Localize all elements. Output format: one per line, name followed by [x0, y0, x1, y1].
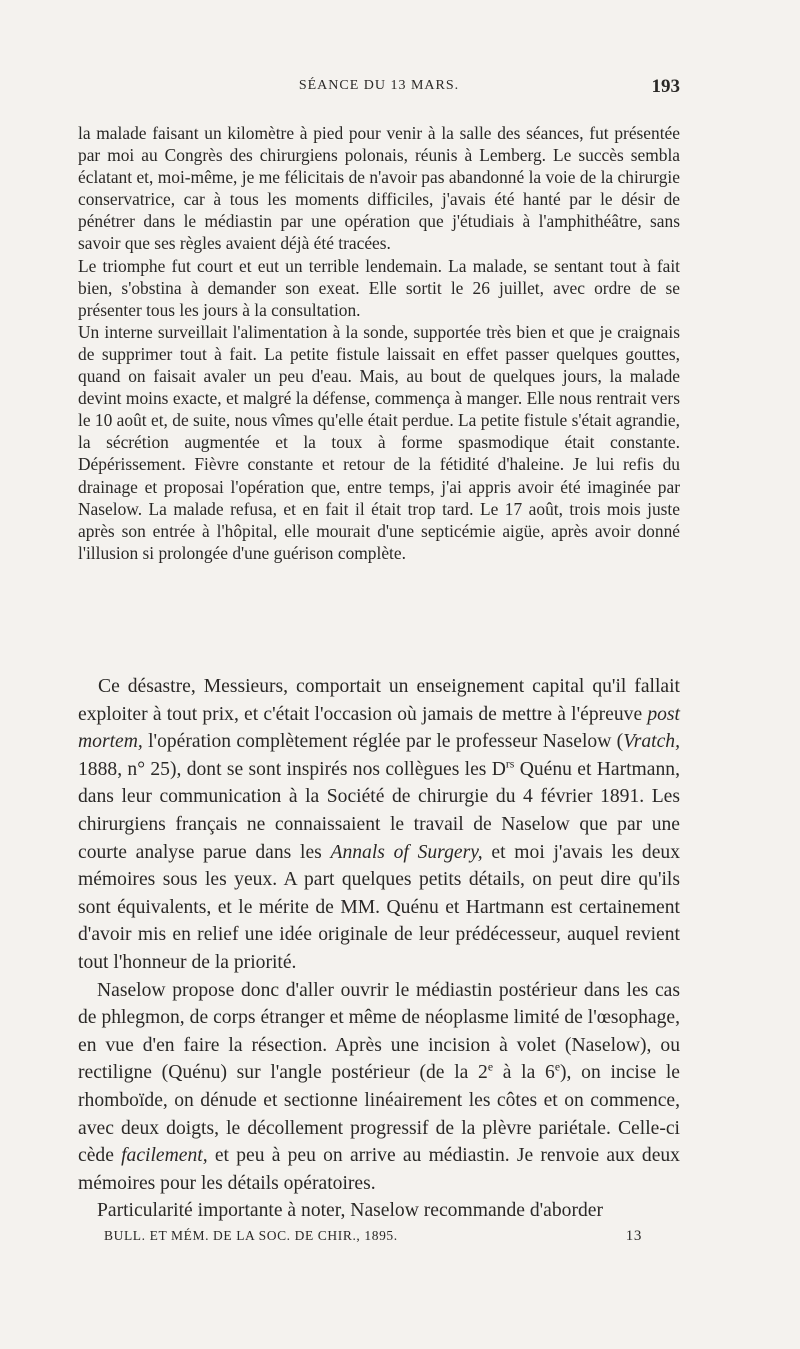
- paragraph: Le triomphe fut court et eut un terrible lendemain. La malade, se sentant tout à fait bien, s'obstina à demander son exeat. Elle sortit le 26 juillet, avec ordre de se présenter tous les jours à la consultation.: [78, 255, 680, 320]
- text-run: et moi j'avais les deux mémoires sous les yeux. A part quelques petits détails, on peut dire qu'ils sont équivalents, et le mérite de MM. Quénu et Hartmann est certainement d'avoir mis en relief une idée originale de leur prédécesseur, auquel revient tout l'honneur de la priorité.: [78, 841, 681, 973]
- signature-mark: 13: [625, 1228, 642, 1244]
- page-header: [78, 76, 680, 98]
- text-run: Ce désastre, Messieurs, comportait un enseignement capital qu'il fallait exploiter à tout prix, et c'était l'occasion où jamais de mettre à l'épreuve: [78, 676, 680, 725]
- superscript: e: [554, 1060, 561, 1074]
- italic-text: Vratch,: [623, 731, 680, 753]
- running-title: SÉANCE DU 13 MARS.: [298, 78, 460, 93]
- text-run: 1888, n° 25), dont se sont inspirés nos collègues les D: [78, 758, 506, 780]
- italic-text: facilement,: [121, 1145, 208, 1167]
- paragraph: la malade faisant un kilomètre à pied pour venir à la salle des séances, fut présentée par moi au Congrès des chirurgiens polonais, réunis à Lemberg. Le succès sembla éclatant et, moi-même, je me félicitais de n'avoir pas abandonné la voie de la chirurgie conservatrice, car à tous les moments difficiles, j'avais été hanté par le désir de pénétrer dans le médiastin par une opération que j'étudiais à l'amphithéâtre, sans savoir que ses règles avaient déjà été tracées.: [78, 123, 680, 254]
- text-run: Naselow propose donc d'aller ouvrir le médiastin postérieur dans les cas de phlegmon, de corps étranger et même de néoplasme limité de l'œsophage, en vue d'en faire la résection. Après une incision à volet (Naselow), ou rectiligne (Quénu) sur l'angle postérieur (de la 2: [78, 979, 680, 1084]
- text-run: Quénu et Hartmann, dans leur communication à la Société de chirurgie du 4 février 1891. Les chirurgiens français ne connaissaient le travail de Naselow que par une courte analyse parue dans les: [78, 758, 680, 863]
- text-run: ), on incise le rhomboïde, on dénude et sectionne linéairement les côtes et on commence, avec deux doigts, le décollement progressif de la plèvre pariétale. Celle-ci cède: [78, 1062, 680, 1167]
- paragraph: Un interne surveillait l'alimentation à la sonde, supportée très bien et que je craignais de supprimer tout à fait. La petite fistule laissait en effet passer quelques gouttes, quand on faisait avaler un peu d'eau. Mais, au bout de quelques jours, la malade devint moins exacte, et malgré la défense, commença à manger. Elle nous rentrait vers le 10 août et, de suite, nous vîmes qu'elle était perdue. La petite fistule s'était agrandie, la sécrétion augmentée et la toux à forme spasmodique était constante. Dépérissement. Fièvre constante et retour de la fétidité d'haleine. Je lui refis du drainage et proposai l'opération que, entre temps, j'ai appris avoir été imaginée par Naselow. La malade refusa, et en fait il était trop tard. Le 17 août, trois mois juste après son entrée à l'hôpital, elle mourait d'une septicémie aigüe, après avoir donné l'illusion si prolongée d'une guérison complète.: [78, 321, 680, 563]
- superscript: rs: [505, 757, 515, 771]
- case-report-text: [78, 122, 680, 564]
- italic-text: post mortem,: [78, 703, 680, 753]
- italic-text: Annals of Surgery,: [330, 841, 483, 863]
- text-run: l'opération complètement réglée par le professeur Naselow (: [142, 731, 624, 753]
- text-run: et peu à peu on arrive au médiastin. Je renvoie aux deux mémoires pour les détails opératoires.: [78, 1145, 680, 1194]
- superscript: e: [487, 1060, 494, 1074]
- paragraph: [78, 977, 680, 1198]
- page-footer: [104, 1228, 642, 1250]
- journal-citation: BULL. ET MÉM. DE LA SOC. DE CHIR., 1895.: [104, 1228, 398, 1243]
- text-run: à la 6: [493, 1062, 555, 1084]
- page-number: 193: [651, 76, 680, 97]
- main-text: [78, 673, 680, 1225]
- paragraph: [78, 673, 680, 977]
- paragraph: Particularité importante à noter, Naselow recommande d'aborder: [97, 1200, 603, 1222]
